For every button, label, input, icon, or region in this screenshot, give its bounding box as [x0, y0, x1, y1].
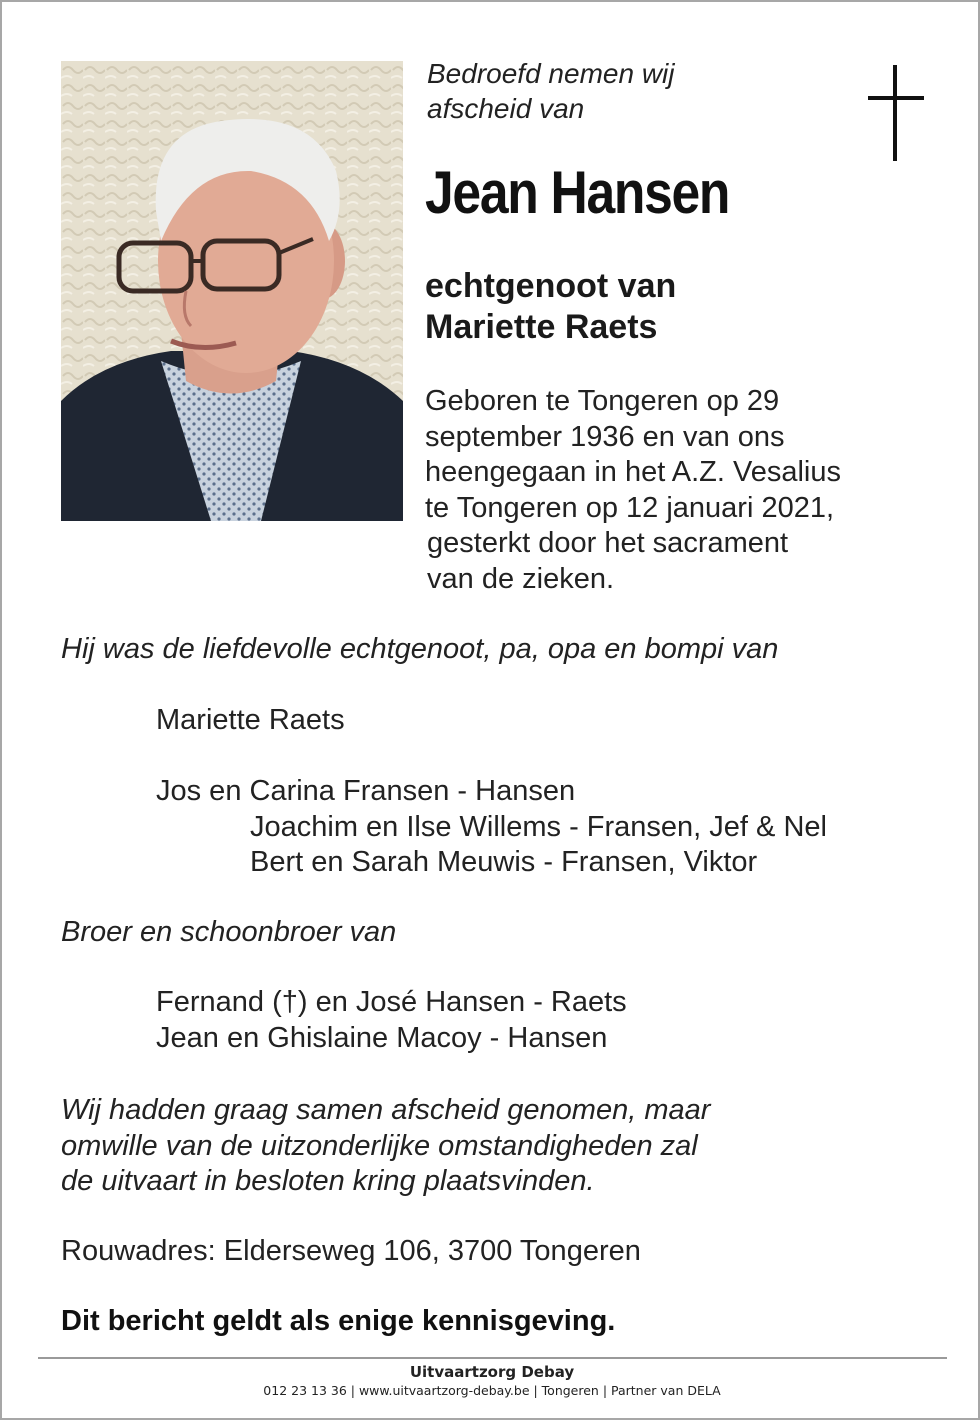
birth-line: Geboren te Tongeren op 29: [425, 385, 780, 417]
spouse-line: Mariette Raets: [425, 308, 658, 346]
intro-text: [427, 56, 847, 126]
notice-text: Dit bericht geldt als enige kennisgeving.: [61, 1305, 616, 1337]
birth-line: van de zieken.: [427, 562, 615, 595]
birth-line: te Tongeren op 12 januari 2021,: [425, 491, 835, 524]
footer-divider: [38, 1357, 947, 1359]
siblings-heading: Broer en schoonbroer van: [61, 916, 397, 948]
family-child: Jos en Carina Fransen - Hansen: [156, 775, 576, 807]
funeral-home-contact: 012 23 13 36 | www.uitvaartzorg-debay.be | Tongeren | Partner van DELA: [263, 1383, 721, 1398]
family-spouse: Mariette Raets: [156, 704, 345, 736]
siblings-list: [156, 985, 627, 1056]
spouse-line: echtgenoot van: [425, 267, 677, 305]
sibling-line: Fernand (†) en José Hansen - Raets: [156, 986, 627, 1018]
sibling-line: Jean en Ghislaine Macoy - Hansen: [156, 1021, 608, 1054]
closing-line: de uitvaart in besloten kring plaatsvinden.: [61, 1165, 595, 1197]
family-heading: Hij was de liefdevolle echtgenoot, pa, opa en bompi van: [61, 633, 779, 665]
family-grandchild: Joachim en Ilse Willems - Fransen, Jef & Nel: [250, 810, 827, 843]
birth-line: heengegaan in het A.Z. Vesalius: [425, 456, 841, 488]
intro-line: afscheid van: [427, 93, 585, 124]
mourning-address: Rouwadres: Elderseweg 106, 3700 Tongeren: [61, 1235, 641, 1267]
spouse-heading: [425, 266, 865, 348]
birth-line: gesterkt door het sacrament: [427, 527, 789, 559]
family-grandchild: Bert en Sarah Meuwis - Fransen, Viktor: [250, 846, 758, 878]
birth-line: september 1936 en van ons: [425, 420, 785, 453]
closing-text: [61, 1093, 710, 1200]
funeral-home-name: Uitvaartzorg Debay: [409, 1363, 575, 1381]
family-children: [156, 774, 827, 881]
closing-line: Wij hadden graag samen afscheid genomen, maar: [61, 1094, 711, 1126]
portrait-photo: [61, 61, 403, 521]
cross-icon: [868, 65, 924, 161]
intro-line: Bedroefd nemen wij: [427, 58, 675, 89]
closing-line: omwille van de uitzonderlijke omstandigheden zal: [61, 1129, 698, 1162]
birth-death-text: [425, 384, 895, 597]
deceased-name: Jean Hansen: [425, 159, 730, 226]
